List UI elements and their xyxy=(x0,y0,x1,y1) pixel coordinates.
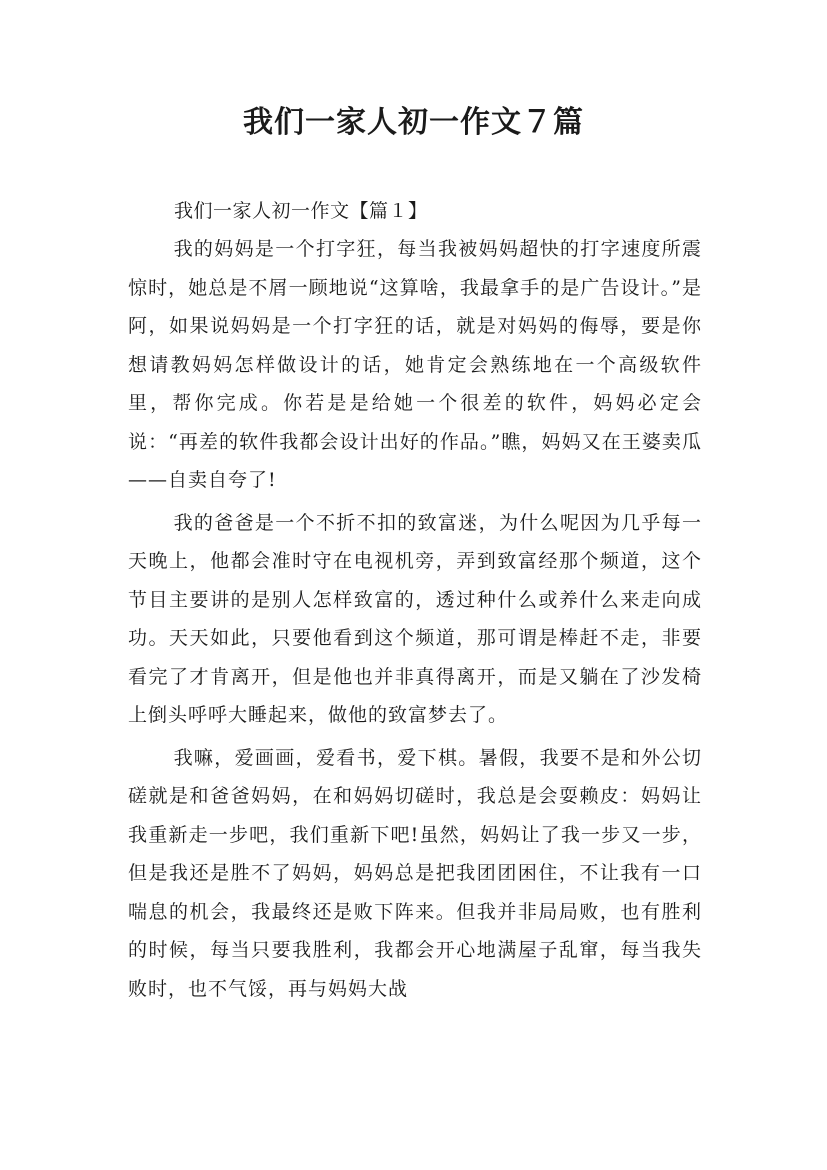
section-heading: 我们一家人初一作文【篇１】 xyxy=(174,200,428,222)
document-title: 我们一家人初一作文７篇 xyxy=(243,105,584,140)
paragraph-mother: 我的妈妈是一个打字狂，每当我被妈妈超快的打字速度所震惊时，她总是不屑一顾地说“这算啥，我最拿手的是广告设计。”是阿，如果说妈妈是一个打字狂的话，就是对妈妈的侮辱，要是你想请教妈妈怎样做设计的话，她肯定会熟练地在一个高级软件里，帮你完成。你若是是给她一个很差的软件，妈妈必定会说：“再差的软件我都会设计出好的作品。”瞧，妈妈又在王婆卖瓜——自卖自夸了! xyxy=(128,238,702,491)
paragraph-father: 我的爸爸是一个不折不扣的致富迷，为什么呢因为几乎每一天晚上，他都会准时守在电视机旁，弄到致富经那个频道，这个节目主要讲的是别人怎样致富的，透过种什么或养什么来走向成功。天天如此，只要他看到这个频道，那可谓是棒赶不走，非要看完了才肯离开，但是他也并非真得离开，而是又躺在了沙发椅上倒头呼呼大睡起来，做他的致富梦去了。 xyxy=(128,511,702,726)
document-body xyxy=(128,192,702,1008)
paragraph-self: 我嘛，爱画画，爱看书，爱下棋。暑假，我要不是和外公切磋就是和爸爸妈妈，在和妈妈切磋时，我总是会耍赖皮：妈妈让我重新走一步吧，我们重新下吧!虽然，妈妈让了我一步又一步，但是我还是胜不了妈妈，妈妈总是把我团团困住，不让我有一口喘息的机会，我最终还是败下阵来。但我并非局局败，也有胜利的时候，每当只要我胜利，我都会开心地满屋子乱窜，每当我失败时，也不气馁，再与妈妈大战 xyxy=(128,746,702,1000)
